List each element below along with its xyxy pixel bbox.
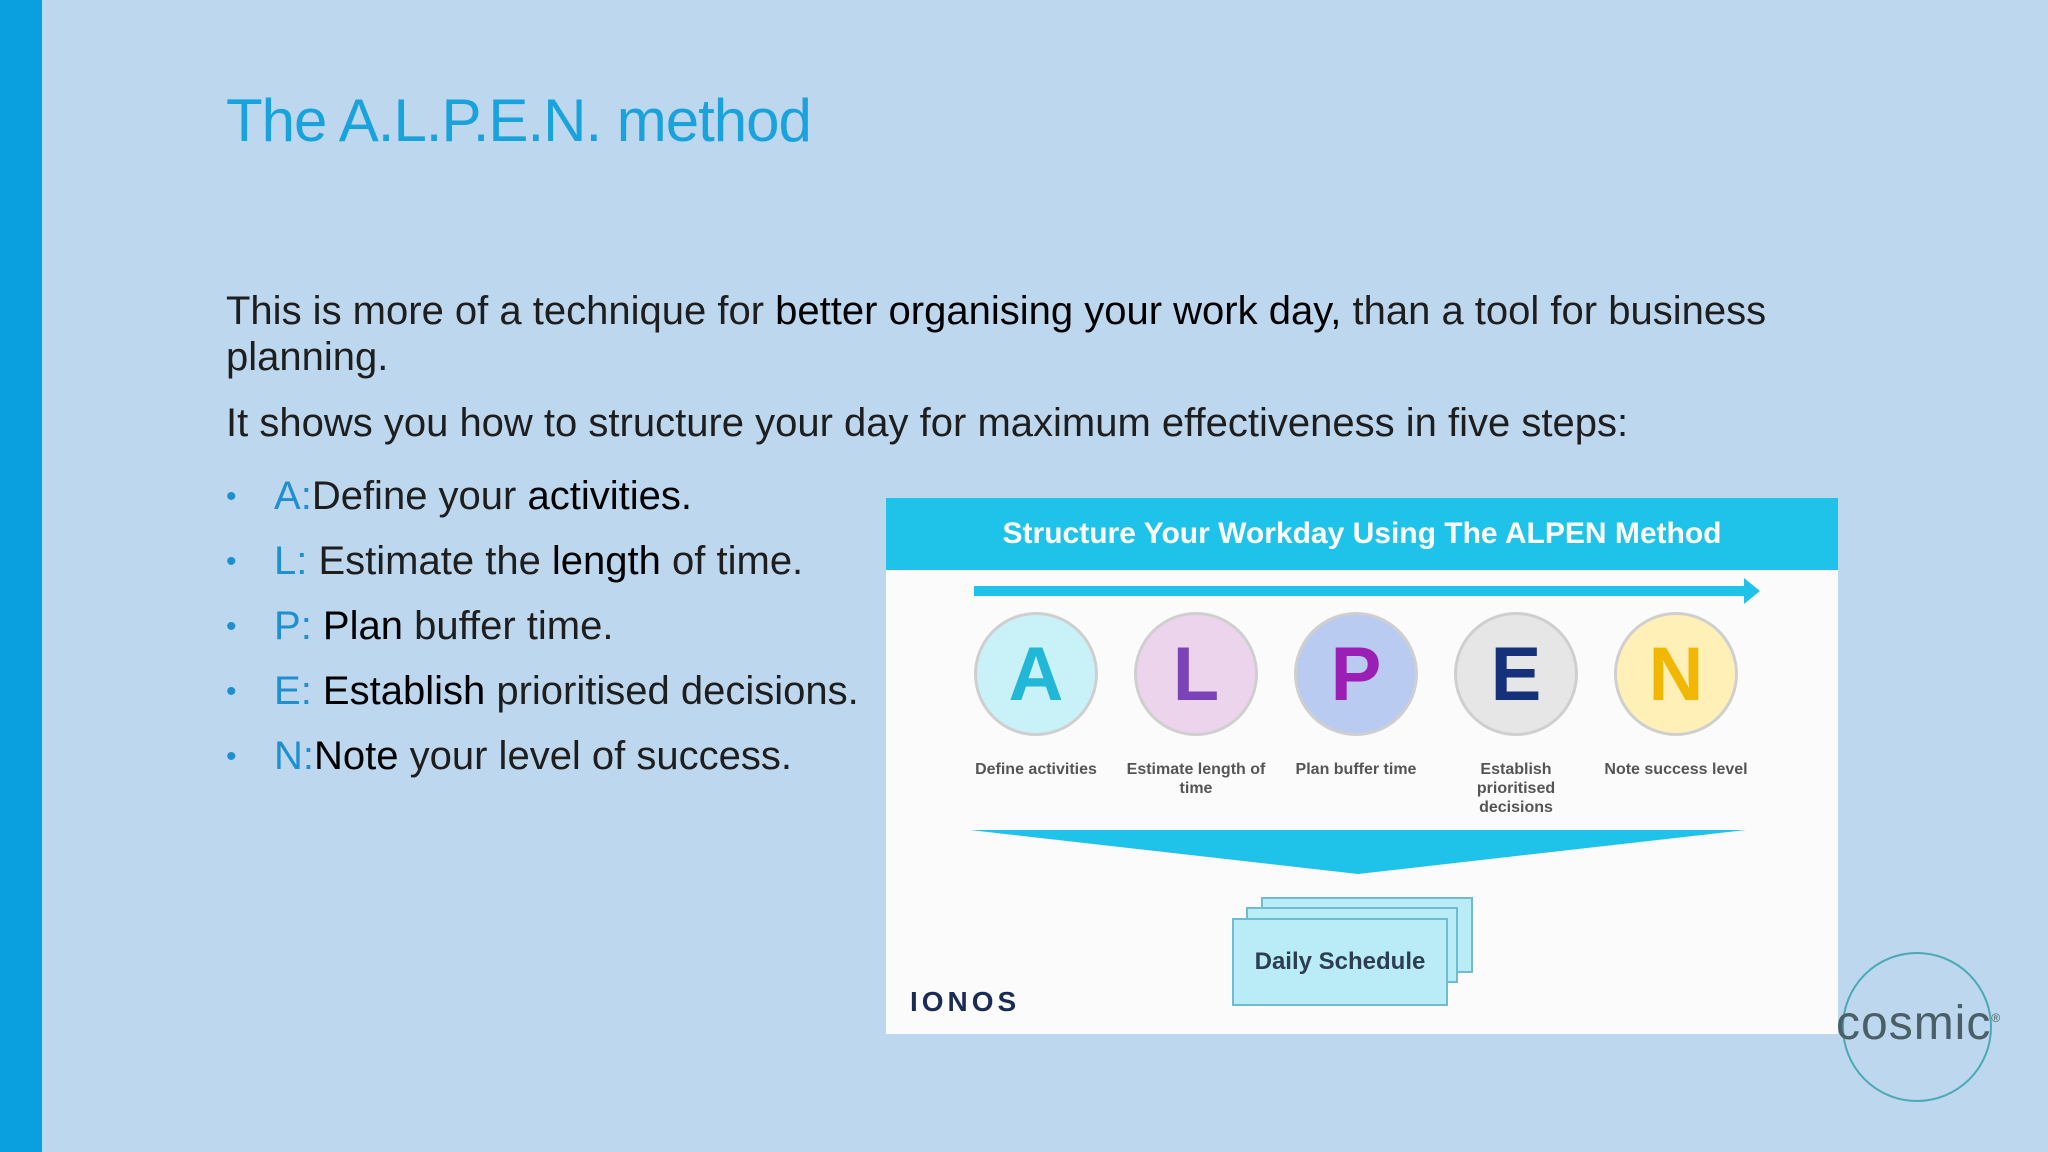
- list-item: • N : Note your level of success.: [226, 734, 793, 778]
- intro-emphasis: better organising your work day,: [775, 289, 1342, 333]
- steps-intro: It shows you how to structure your day for maximum effectiveness in five steps:: [226, 401, 1629, 445]
- step-circle-p: P: [1294, 612, 1418, 736]
- step-circle-e: E: [1454, 612, 1578, 736]
- bullet-icon: •: [226, 544, 237, 578]
- slide-title: The A.L.P.E.N. method: [226, 87, 811, 154]
- bullet-icon: •: [226, 609, 237, 643]
- list-item: • E : Establish prioritised decisions.: [226, 669, 859, 713]
- cosmic-logo: cosmic®: [1836, 997, 2002, 1050]
- step-caption: Establish prioritised decisions: [1476, 761, 1556, 816]
- bullet-icon: •: [226, 674, 237, 708]
- step-circle-n: N: [1614, 612, 1738, 736]
- daily-schedule-card: Daily Schedule: [1232, 918, 1448, 1006]
- progress-arrow-shaft: [974, 586, 1744, 596]
- step-list: [226, 464, 859, 789]
- list-item: • L : Estimate the length of time.: [226, 539, 804, 583]
- list-item: • A : Define your activities.: [226, 474, 692, 518]
- infographic-header: Structure Your Workday Using The ALPEN Method: [886, 498, 1838, 570]
- accent-bar: [0, 0, 42, 1152]
- step-circle-l: L: [1134, 612, 1258, 736]
- arrow-right-icon: [1744, 578, 1760, 604]
- bullet-icon: •: [226, 479, 237, 513]
- list-item: • P : Plan buffer time.: [226, 604, 614, 648]
- step-caption: Note success level: [1604, 761, 1748, 778]
- step-caption: Define activities: [975, 761, 1097, 778]
- alpen-infographic: [886, 498, 1838, 1034]
- step-caption: Estimate length of time: [1126, 761, 1266, 797]
- step-circle-a: A: [974, 612, 1098, 736]
- ionos-logo: IONOS: [910, 986, 1021, 1017]
- step-caption: Plan buffer time: [1295, 761, 1417, 778]
- intro-paragraph: This is more of a technique for better organising your work day, than a tool for business planning.: [226, 289, 1767, 379]
- bullet-icon: •: [226, 739, 237, 773]
- funnel-arrow-icon: [970, 830, 1746, 874]
